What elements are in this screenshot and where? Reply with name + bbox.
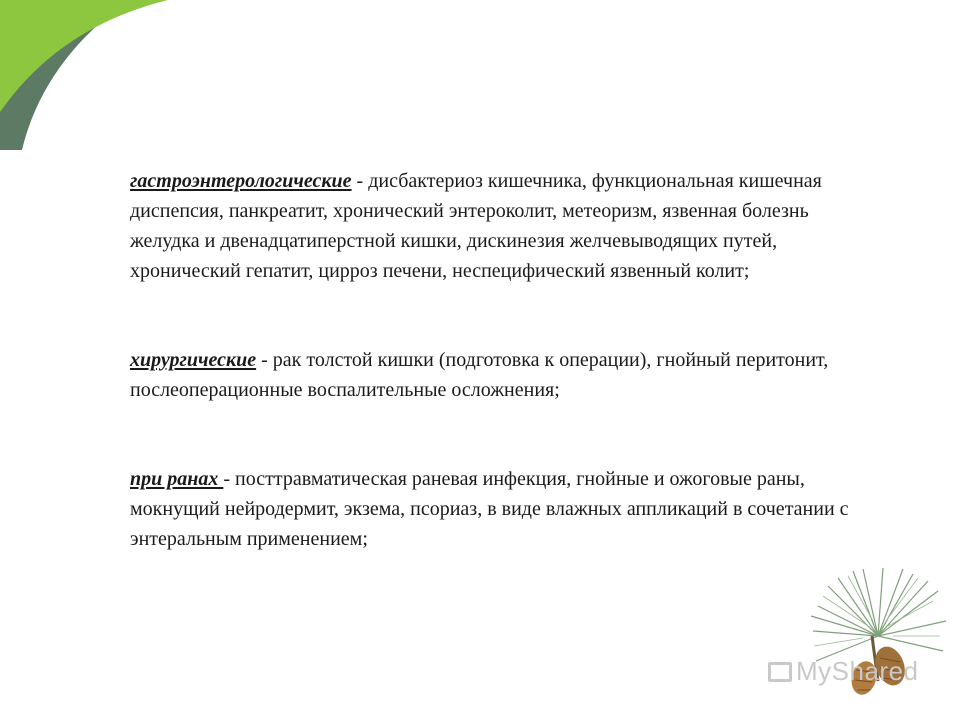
separator: - (223, 468, 236, 490)
term-wounds: при ранах (130, 468, 224, 490)
corner-swoosh-decoration (0, 0, 180, 150)
paragraph-surgical (130, 345, 870, 405)
watermark (768, 656, 919, 687)
paragraph-text: дисбактериоз кишечника, функциональная кишечная диспепсия, панкреатит, хронический энтероколит, метеоризм, язвенная болезнь желудка и двенадцатиперстной кишки, дискинезия желчевыводящих путей, хронический гепатит, цирроз печени, неспецифический язвенный колит; (130, 170, 822, 282)
paragraph-text: рак толстой кишки (подготовка к операции), гнойный перитонит, послеоперационные воспалительные осложнения; (130, 349, 829, 401)
paragraph-text: посттравматическая раневая инфекция, гнойные и ожоговые раны, мокнущий нейродермит, экзема, псориаз, в виде влажных аппликаций в сочетании с энтеральным применением; (130, 468, 849, 550)
separator: - (256, 349, 273, 371)
watermark-text: MyShared (796, 656, 919, 686)
term-gastro: гастроэнтерологические (130, 170, 352, 192)
presentation-icon (768, 662, 792, 682)
term-surgical: хирургические (130, 349, 257, 371)
paragraph-gastro (130, 166, 870, 286)
content-body (130, 166, 870, 554)
paragraph-wounds (130, 464, 870, 554)
separator: - (351, 170, 369, 192)
